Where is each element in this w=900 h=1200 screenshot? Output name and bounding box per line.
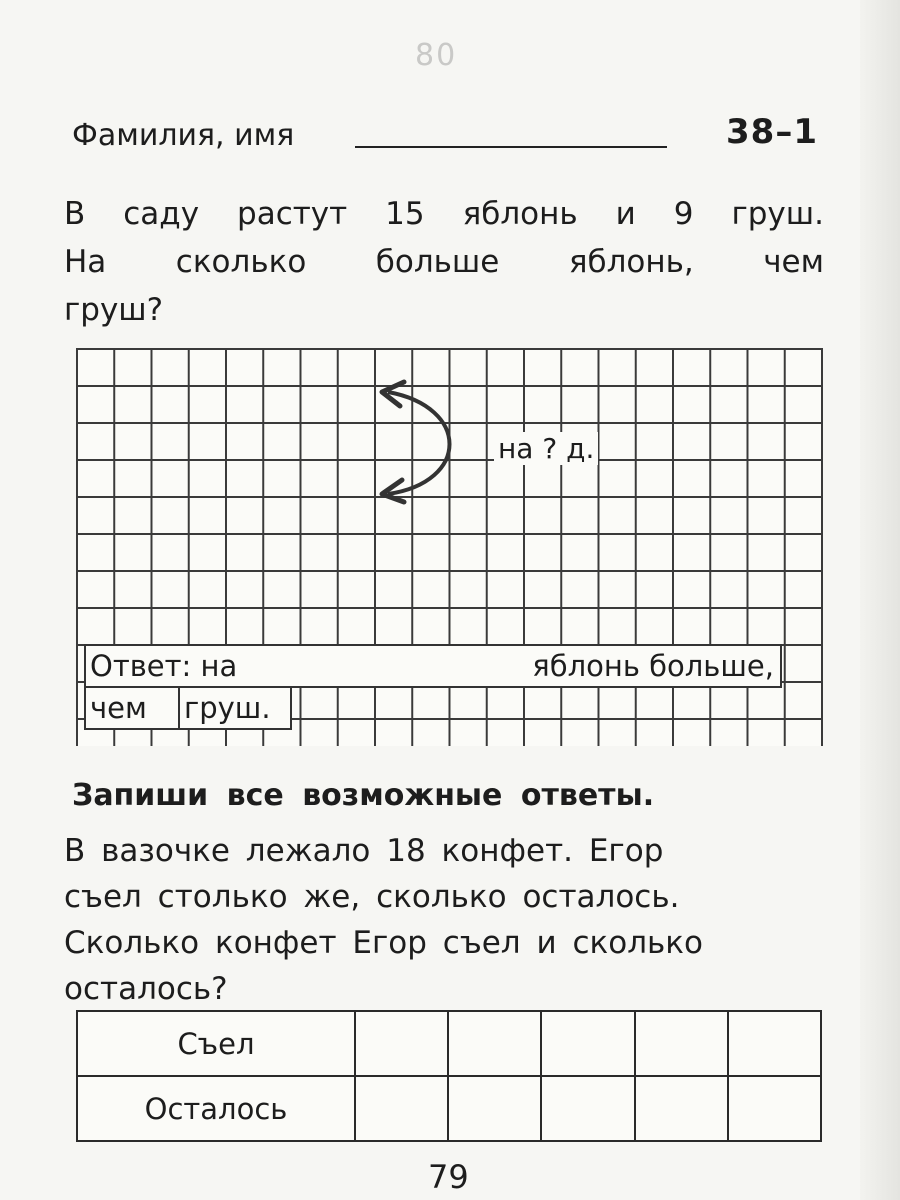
answer-cell[interactable] bbox=[448, 1076, 541, 1141]
row-label-eaten: Съел bbox=[77, 1011, 355, 1076]
row-label-remaining: Осталось bbox=[77, 1076, 355, 1141]
answer-line2 bbox=[84, 686, 292, 730]
answer-cell[interactable] bbox=[355, 1076, 448, 1141]
answer-part2: яблонь больше, bbox=[532, 649, 774, 683]
answer-cell[interactable] bbox=[541, 1011, 634, 1076]
worksheet-code: 38–1 bbox=[726, 112, 818, 152]
answer-cell[interactable] bbox=[541, 1076, 634, 1141]
header bbox=[72, 112, 820, 156]
task2-text-line1: В вазочке лежало 18 конфет. Егор bbox=[64, 833, 664, 869]
answer-cell[interactable] bbox=[355, 1011, 448, 1076]
task2-text-line4: осталось? bbox=[64, 971, 228, 1007]
name-input-line[interactable] bbox=[355, 146, 667, 148]
task1-text-line1: В саду растут 15 яблонь и 9 груш. bbox=[64, 196, 824, 232]
answer-cell[interactable] bbox=[635, 1076, 728, 1141]
task1-text-line2: На сколько больше яблонь, чем bbox=[64, 244, 824, 280]
answer-cell[interactable] bbox=[448, 1011, 541, 1076]
task1-text-line3: груш? bbox=[64, 292, 164, 328]
difference-label: на ? д. bbox=[494, 432, 598, 465]
page-edge bbox=[860, 0, 900, 1200]
answer-cell[interactable] bbox=[635, 1011, 728, 1076]
curved-double-arrow-icon bbox=[360, 372, 480, 512]
task1-text bbox=[64, 190, 824, 334]
task2-text-line2: съел столько же, сколько осталось. bbox=[64, 879, 680, 915]
answers-table bbox=[76, 1010, 822, 1142]
table-row bbox=[77, 1011, 821, 1076]
answer-part4: груш. bbox=[184, 691, 271, 725]
answer-cell[interactable] bbox=[728, 1076, 821, 1141]
answer-part3: чем bbox=[90, 691, 147, 725]
task2-text-line3: Сколько конфет Егор съел и сколько bbox=[64, 925, 703, 961]
answer-cell[interactable] bbox=[728, 1011, 821, 1076]
task2-heading: Запиши все возможные ответы. bbox=[72, 778, 655, 813]
answer-blank-separator bbox=[178, 688, 180, 728]
answer-part1: Ответ: на bbox=[90, 649, 238, 683]
ghost-page-number: 80 bbox=[415, 38, 458, 73]
task2-text bbox=[64, 828, 824, 1012]
table-row bbox=[77, 1076, 821, 1141]
answer-line1 bbox=[84, 644, 782, 688]
page-number: 79 bbox=[428, 1158, 469, 1196]
grid-mask bbox=[76, 746, 836, 766]
name-label: Фамилия, имя bbox=[72, 118, 295, 153]
